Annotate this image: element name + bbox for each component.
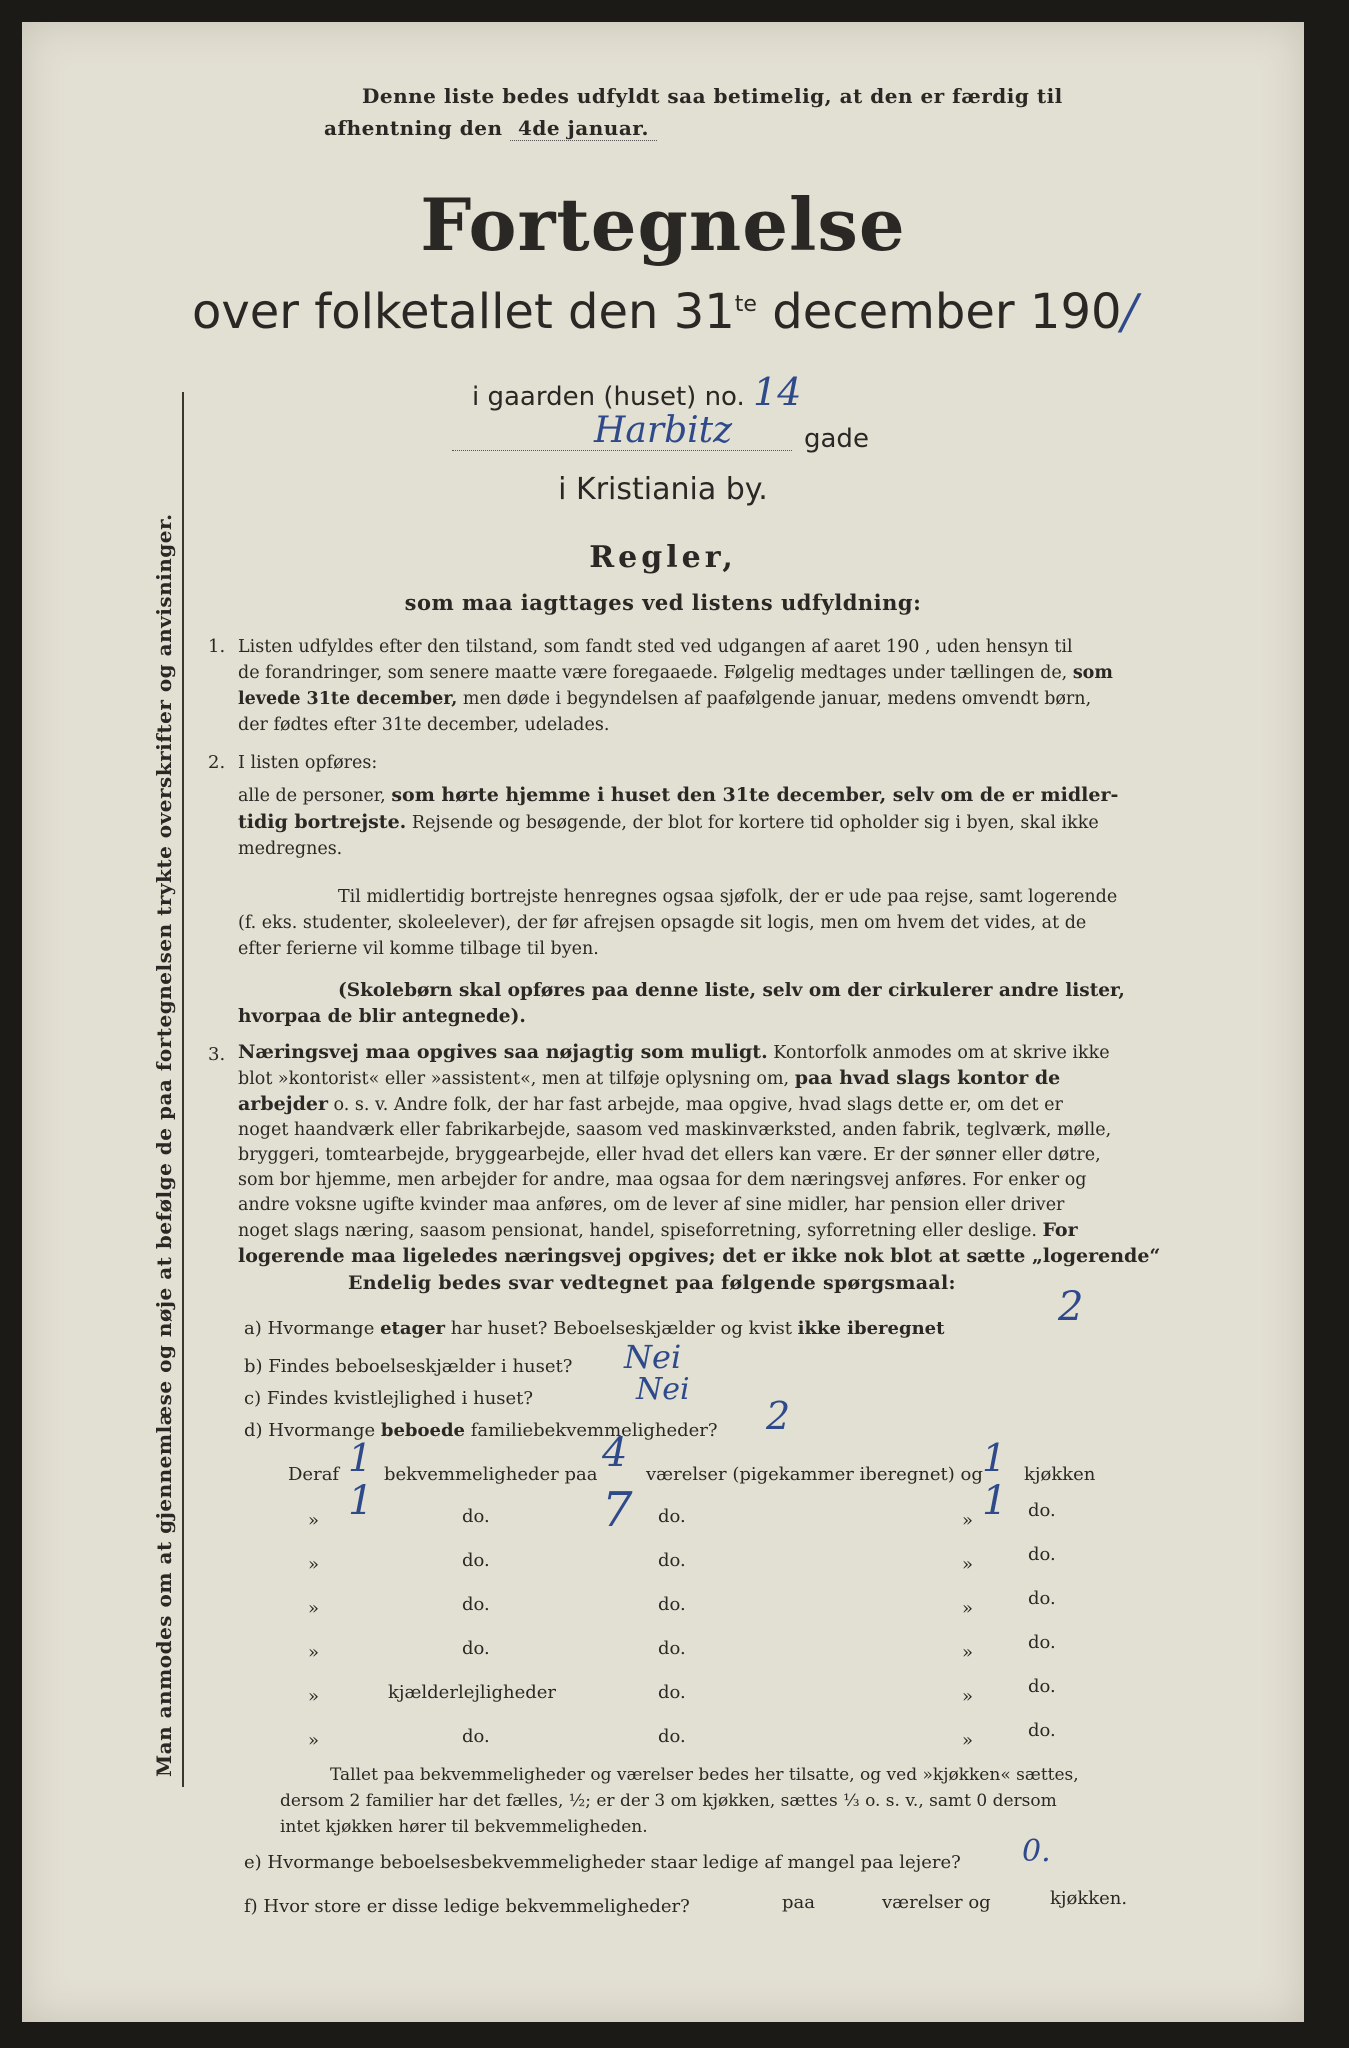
row-6-mark-2: » bbox=[962, 1686, 974, 1707]
question-a-text: har huset? Beboelseskjælder og kvist bbox=[450, 1318, 792, 1339]
row-1-kjokken-answer: 1 bbox=[982, 1436, 1007, 1480]
subtitle-part-a: over folketallet den 31 bbox=[192, 284, 735, 340]
rule-3-line-2-text: blot »kontorist« eller »assistent«, men at tilføje oplysning om, bbox=[238, 1069, 790, 1089]
row-4-mark: » bbox=[308, 1598, 320, 1619]
rule-2-line-2-bold: som hørte hjemme i huset den 31te december, selv om de er midler- bbox=[391, 784, 1119, 806]
row-3-do-1: do. bbox=[462, 1550, 490, 1571]
rule-2-p3-line-2: hvorpaa de blir antegnede). bbox=[238, 1006, 526, 1027]
question-a-answer: 2 bbox=[1058, 1284, 1084, 1330]
rule-2-p2-line-3: efter ferierne vil komme tilbage til byen. bbox=[238, 939, 599, 959]
row-7-mark: » bbox=[308, 1730, 320, 1751]
rule-3-line-4: noget haandværk eller fabrikarbejde, saasom ved maskinværksted, anden fabrik, teglværk, mølle, bbox=[238, 1120, 1112, 1140]
rule-2-line-2 bbox=[238, 782, 1168, 809]
rule-3-text bbox=[238, 1040, 1168, 1269]
question-a-label: a) Hvormange bbox=[244, 1318, 375, 1339]
rule-3-line-3 bbox=[238, 1092, 1168, 1118]
rule-1-line-4: der fødtes efter 31te december, udelades. bbox=[238, 715, 610, 735]
header-line-2 bbox=[324, 116, 657, 141]
rule-3-line-2 bbox=[238, 1066, 1168, 1092]
rule-3-line-1-text: Kontorfolk anmodes om at skrive ikke bbox=[773, 1043, 1110, 1063]
rule-3-line-3-bold: arbejder bbox=[238, 1093, 328, 1115]
rule-2-text bbox=[238, 782, 1168, 862]
header-pickup-date: 4de januar. bbox=[510, 116, 657, 141]
rule-2-line-3 bbox=[238, 809, 1168, 836]
rule-1-line-2-bold: som bbox=[1072, 663, 1113, 683]
subtitle-sup: te bbox=[734, 292, 757, 317]
question-d-bold: beboede bbox=[380, 1420, 466, 1441]
row-6-mark: » bbox=[308, 1686, 320, 1707]
row-7-do-1: do. bbox=[462, 1726, 490, 1747]
rule-1-line-1: Listen udfyldes efter den tilstand, som fandt sted ved udgangen af aaret 190 , uden hensyn til bbox=[238, 637, 1073, 657]
row-5-do-3: do. bbox=[1028, 1632, 1056, 1653]
row-1-bekv-label: bekvemmeligheder paa bbox=[384, 1464, 598, 1485]
street-name-handwritten: Harbitz bbox=[594, 410, 733, 451]
rule-2-p2-line-1: Til midlertidig bortrejste henregnes ogsaa sjøfolk, der er ude paa rejse, samt logerende bbox=[338, 887, 1118, 907]
subtitle-part-b: december 190 bbox=[772, 284, 1122, 340]
side-instruction-text: Man anmodes om at gjennemlæse og nøje at befølge de paa fortegnelsen trykte overskrifter og anvisninger. bbox=[152, 513, 176, 1777]
row-4-do-3: do. bbox=[1028, 1588, 1056, 1609]
row-2-mark: » bbox=[308, 1510, 320, 1531]
row-5-mark: » bbox=[308, 1642, 320, 1663]
city-line: i Kristiania by. bbox=[558, 472, 768, 507]
row-2-kjokken-answer: 1 bbox=[982, 1478, 1008, 1524]
question-a bbox=[244, 1318, 944, 1339]
rule-2-line-2-text: alle de personer, bbox=[238, 786, 386, 806]
question-c-answer: Nei bbox=[636, 1372, 690, 1407]
rule-3-line-1-bold: Næringsvej maa opgives saa nøjagtig som muligt. bbox=[238, 1041, 768, 1063]
form-subtitle bbox=[192, 284, 1138, 340]
house-number-label: i gaarden (huset) no. bbox=[472, 382, 745, 412]
row-4-do-2: do. bbox=[658, 1594, 686, 1615]
row-2-do-1: do. bbox=[462, 1506, 490, 1527]
rule-2-number: 2. bbox=[208, 752, 226, 773]
question-c-label: c) Findes kvistlejlighed i huset? bbox=[244, 1388, 534, 1409]
subtitle-year-handwritten: / bbox=[1121, 284, 1138, 340]
rule-3-line-8 bbox=[238, 1218, 1168, 1244]
row-6-do-2: do. bbox=[658, 1682, 686, 1703]
row-7-mark-2: » bbox=[962, 1730, 974, 1751]
row-1-kjokken-label: kjøkken bbox=[1024, 1464, 1096, 1485]
row-7-do-2: do. bbox=[658, 1726, 686, 1747]
tallet-line-3: intet kjøkken hører til bekvemmeligheden. bbox=[280, 1817, 648, 1837]
rule-2-paragraph-3 bbox=[238, 978, 1168, 1030]
question-f-label: f) Hvor store er disse ledige bekvemmeligheder? bbox=[244, 1896, 690, 1917]
rule-3-number: 3. bbox=[208, 1044, 226, 1065]
row-4-mark-2: » bbox=[962, 1598, 974, 1619]
row-1-bekv-answer: 1 bbox=[348, 1436, 373, 1480]
row-1-vaer-label: værelser (pigekammer iberegnet) og bbox=[646, 1464, 983, 1485]
row-3-do-2: do. bbox=[658, 1550, 686, 1571]
question-a-bold-2: ikke iberegnet bbox=[797, 1318, 945, 1339]
rules-subheading: som maa iagttages ved listens udfyldning: bbox=[404, 590, 922, 615]
rule-3-line-6: som bor hjemme, men arbejder for andre, maa ogsaa for dem næringsvej anføres. For enker og bbox=[238, 1170, 1087, 1190]
rule-1-line-3-bold: levede 31te december, bbox=[238, 689, 458, 709]
rule-1-line-3-text: men døde i begyndelsen af paafølgende januar, medens omvendt børn, bbox=[462, 689, 1092, 709]
deraf-label: Deraf bbox=[288, 1464, 340, 1485]
question-f-kjokken: kjøkken. bbox=[1050, 1888, 1128, 1909]
question-e-label: e) Hvormange beboelsesbekvemmeligheder staar ledige af mangel paa lejere? bbox=[244, 1852, 961, 1873]
row-7-do-3: do. bbox=[1028, 1720, 1056, 1741]
row-3-mark-2: » bbox=[962, 1554, 974, 1575]
row-4-do-1: do. bbox=[462, 1594, 490, 1615]
row-3-mark: » bbox=[308, 1554, 320, 1575]
house-number-handwritten: 14 bbox=[753, 370, 802, 414]
question-b-answer: Nei bbox=[624, 1338, 682, 1376]
rule-2-line-4: medregnes. bbox=[238, 839, 343, 859]
row-3-do-3: do. bbox=[1028, 1544, 1056, 1565]
house-number-line bbox=[472, 370, 801, 414]
row-5-mark-2: » bbox=[962, 1642, 974, 1663]
row-6-kjaelder-label: kjælderlejligheder bbox=[388, 1682, 556, 1703]
street-gade-label: gade bbox=[804, 424, 869, 454]
rule-3-line-3-text: o. s. v. Andre folk, der har fast arbejde, maa opgive, hvad slags dette er, om det er bbox=[333, 1095, 1063, 1115]
census-form-page bbox=[22, 22, 1304, 2022]
question-a-bold: etager bbox=[380, 1318, 446, 1339]
rule-3-line-7: andre voksne ugifte kvinder maa anføres, om de lever af sine midler, har pension eller driver bbox=[238, 1195, 1065, 1215]
row-2-bekv-answer: 1 bbox=[348, 1478, 374, 1524]
question-b-label: b) Findes beboelseskjælder i huset? bbox=[244, 1356, 573, 1377]
rule-3-line-2-bold: paa hvad slags kontor de bbox=[794, 1067, 1061, 1089]
rule-2-intro: I listen opføres: bbox=[238, 753, 378, 773]
rules-heading: Regler, bbox=[589, 540, 737, 575]
row-6-do-3: do. bbox=[1028, 1676, 1056, 1697]
rule-3-line-1 bbox=[238, 1040, 1168, 1066]
question-d bbox=[244, 1420, 718, 1441]
row-2-do-3: do. bbox=[1028, 1500, 1056, 1521]
rule-1-number: 1. bbox=[208, 636, 226, 657]
rule-3-line-5: bryggeri, tomtearbejde, bryggearbejde, eller hvad det ellers kan være. Er der sønner eller døtre, bbox=[238, 1145, 1101, 1165]
row-5-do-2: do. bbox=[658, 1638, 686, 1659]
questions-intro: Endelig bedes svar vedtegnet paa følgende spørgsmaal: bbox=[348, 1272, 956, 1294]
form-title: Fortegnelse bbox=[420, 182, 906, 267]
header-pickup-label: afhentning den bbox=[324, 116, 503, 140]
question-f-vaer: værelser og bbox=[882, 1892, 991, 1913]
rule-2-line-3-bold: tidig bortrejste. bbox=[238, 811, 407, 833]
question-e-answer: 0. bbox=[1022, 1834, 1051, 1869]
rule-3-line-8-bold: For bbox=[1042, 1219, 1078, 1241]
question-d-text: familiebekvemmeligheder? bbox=[470, 1420, 718, 1441]
rule-2-p3-line-1: (Skolebørn skal opføres paa denne liste, selv om der cirkulerer andre lister, bbox=[338, 980, 1125, 1001]
tallet-line-2: dersom 2 familier har det fælles, ½; er der 3 om kjøkken, sættes ⅓ o. s. v., samt 0 dersom bbox=[280, 1791, 1057, 1811]
street-line bbox=[452, 410, 872, 458]
question-d-answer: 2 bbox=[766, 1394, 791, 1438]
rule-1-text bbox=[238, 634, 1168, 738]
row-2-vaer-answer: 7 bbox=[602, 1482, 633, 1538]
rule-1-line-3 bbox=[238, 686, 1168, 712]
rule-3-line-9: logerende maa ligeledes næringsvej opgives; det er ikke nok blot at sætte „logerende“ bbox=[238, 1245, 1161, 1267]
row-1-vaer-answer: 4 bbox=[602, 1430, 628, 1476]
rule-2-p2-line-2: (f. eks. studenter, skoleelever), der før afrejsen opsagde sit logis, men om hvem det vides, at de bbox=[238, 913, 1087, 933]
row-2-do-2: do. bbox=[658, 1506, 686, 1527]
tallet-paragraph bbox=[280, 1762, 1180, 1840]
tallet-line-1: Tallet paa bekvemmeligheder og værelser bedes her tilsatte, og ved »kjøkken« sættes, bbox=[330, 1765, 1079, 1785]
rule-2-line-3-text: Rejsende og besøgende, der blot for kortere tid opholder sig i byen, skal ikke bbox=[411, 813, 1099, 833]
row-2-mark-2: » bbox=[962, 1510, 974, 1531]
rule-1-line-2-text: de forandringer, som senere maatte være foregaaede. Følgelig medtages under tællingen de, bbox=[238, 663, 1068, 683]
row-5-do-1: do. bbox=[462, 1638, 490, 1659]
header-line-1: Denne liste bedes udfyldt saa betimelig, at den er færdig til bbox=[362, 84, 1063, 108]
rule-1-line-2 bbox=[238, 660, 1168, 686]
rule-3-line-8-text: noget slags næring, saasom pensionat, handel, spiseforretning, syforretning eller deslige. bbox=[238, 1221, 1037, 1241]
question-f-paa: paa bbox=[782, 1892, 815, 1913]
rule-2-paragraph-2 bbox=[238, 884, 1168, 962]
question-d-label: d) Hvormange bbox=[244, 1420, 376, 1441]
